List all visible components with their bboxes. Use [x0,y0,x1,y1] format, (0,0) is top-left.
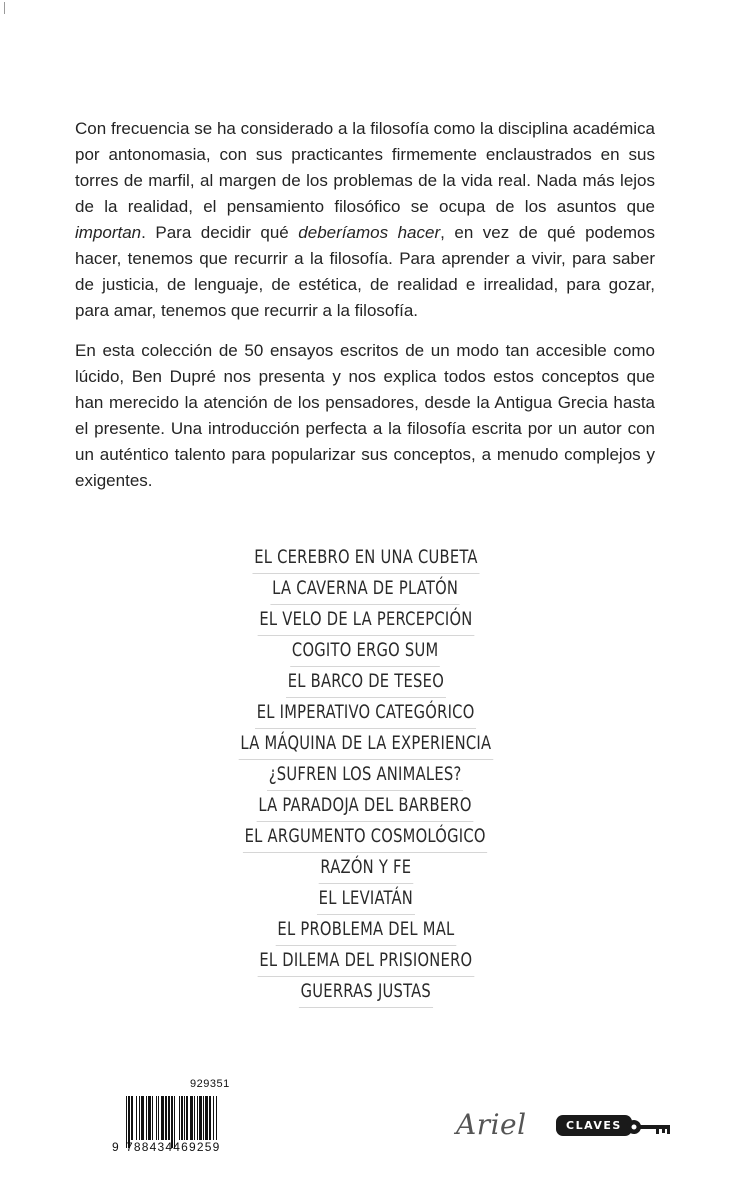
blurb-italic-phrase: deberíamos hacer [298,223,441,242]
barcode-first-digit: 9 [112,1140,120,1154]
essay-title: ¿SUFREN LOS ANIMALES? [267,760,463,791]
essay-title: GUERRAS JUSTAS [299,977,433,1008]
key-icon [626,1118,672,1136]
blurb-italic-phrase: importan [75,223,142,242]
barcode-top-number: 929351 [190,1078,230,1090]
collection-badge: CLAVES [556,1115,632,1136]
essay-title: LA CAVERNA DE PLATÓN [271,574,460,605]
essay-title: LA MÁQUINA DE LA EXPERIENCIA [238,729,492,760]
essay-title: EL IMPERATIVO CATEGÓRICO [255,698,476,729]
blurb-paragraph-2: En esta colección de 50 ensayos escritos de un modo tan accesible como lúcido, Ben Dupré nos presenta y nos explica todos estos conceptos que han merecido la atención de los pensadores, desde la Antigua Grecia hasta el presente. Una introducción perfecta a la filosofía escrita por un autor con un auténtico talento para popularizar sus conceptos, a menudo complejos y exigentes. [75,341,655,490]
essay-title: EL ARGUMENTO COSMOLÓGICO [243,822,488,853]
essay-title: EL PROBLEMA DEL MAL [275,915,455,946]
back-cover-blurb [75,116,655,508]
blurb-text-segment: . Para decidir qué [141,223,299,242]
blurb-text-segment: Con frecuencia se ha considerado a la filosofía como la disciplina académica por antonomasia, con sus practicantes firmemente enclaustrados en sus torres de marfil, al margen de los problemas de la vida real. Nada más lejos de la realidad, el pensamiento filosófico se ocupa de los asuntos que [75,119,655,216]
blurb-paragraph-1 [75,116,655,324]
essay-title: RAZÓN Y FE [318,853,412,884]
essay-title: COGITO ERGO SUM [290,636,440,667]
blurb-text-segment: , en vez de qué podemos hacer, tenemos que recurrir a la filosofía. Para aprender a vivir, para saber de justicia, de lenguaje, de estética, de realidad e irrealidad, para gozar, para amar, tenemos que recurrir a la filosofía. [75,223,656,320]
publisher-logo: Ariel [456,1108,527,1141]
barcode-digits [112,1140,262,1154]
essay-title: EL CEREBRO EN UNA CUBETA [252,543,479,574]
essay-title: EL DILEMA DEL PRISIONERO [257,946,473,977]
essay-title-list [0,543,731,1008]
edge-mark [4,2,5,14]
essay-title: EL BARCO DE TESEO [286,667,446,698]
barcode-gap [217,1096,218,1140]
essay-title: EL LEVIATÁN [317,884,415,915]
essay-title: LA PARADOJA DEL BARBERO [257,791,474,822]
essay-title: EL VELO DE LA PERCEPCIÓN [257,605,474,636]
barcode-bars [126,1096,218,1146]
barcode-digit-string: 788434469259 [126,1140,221,1154]
